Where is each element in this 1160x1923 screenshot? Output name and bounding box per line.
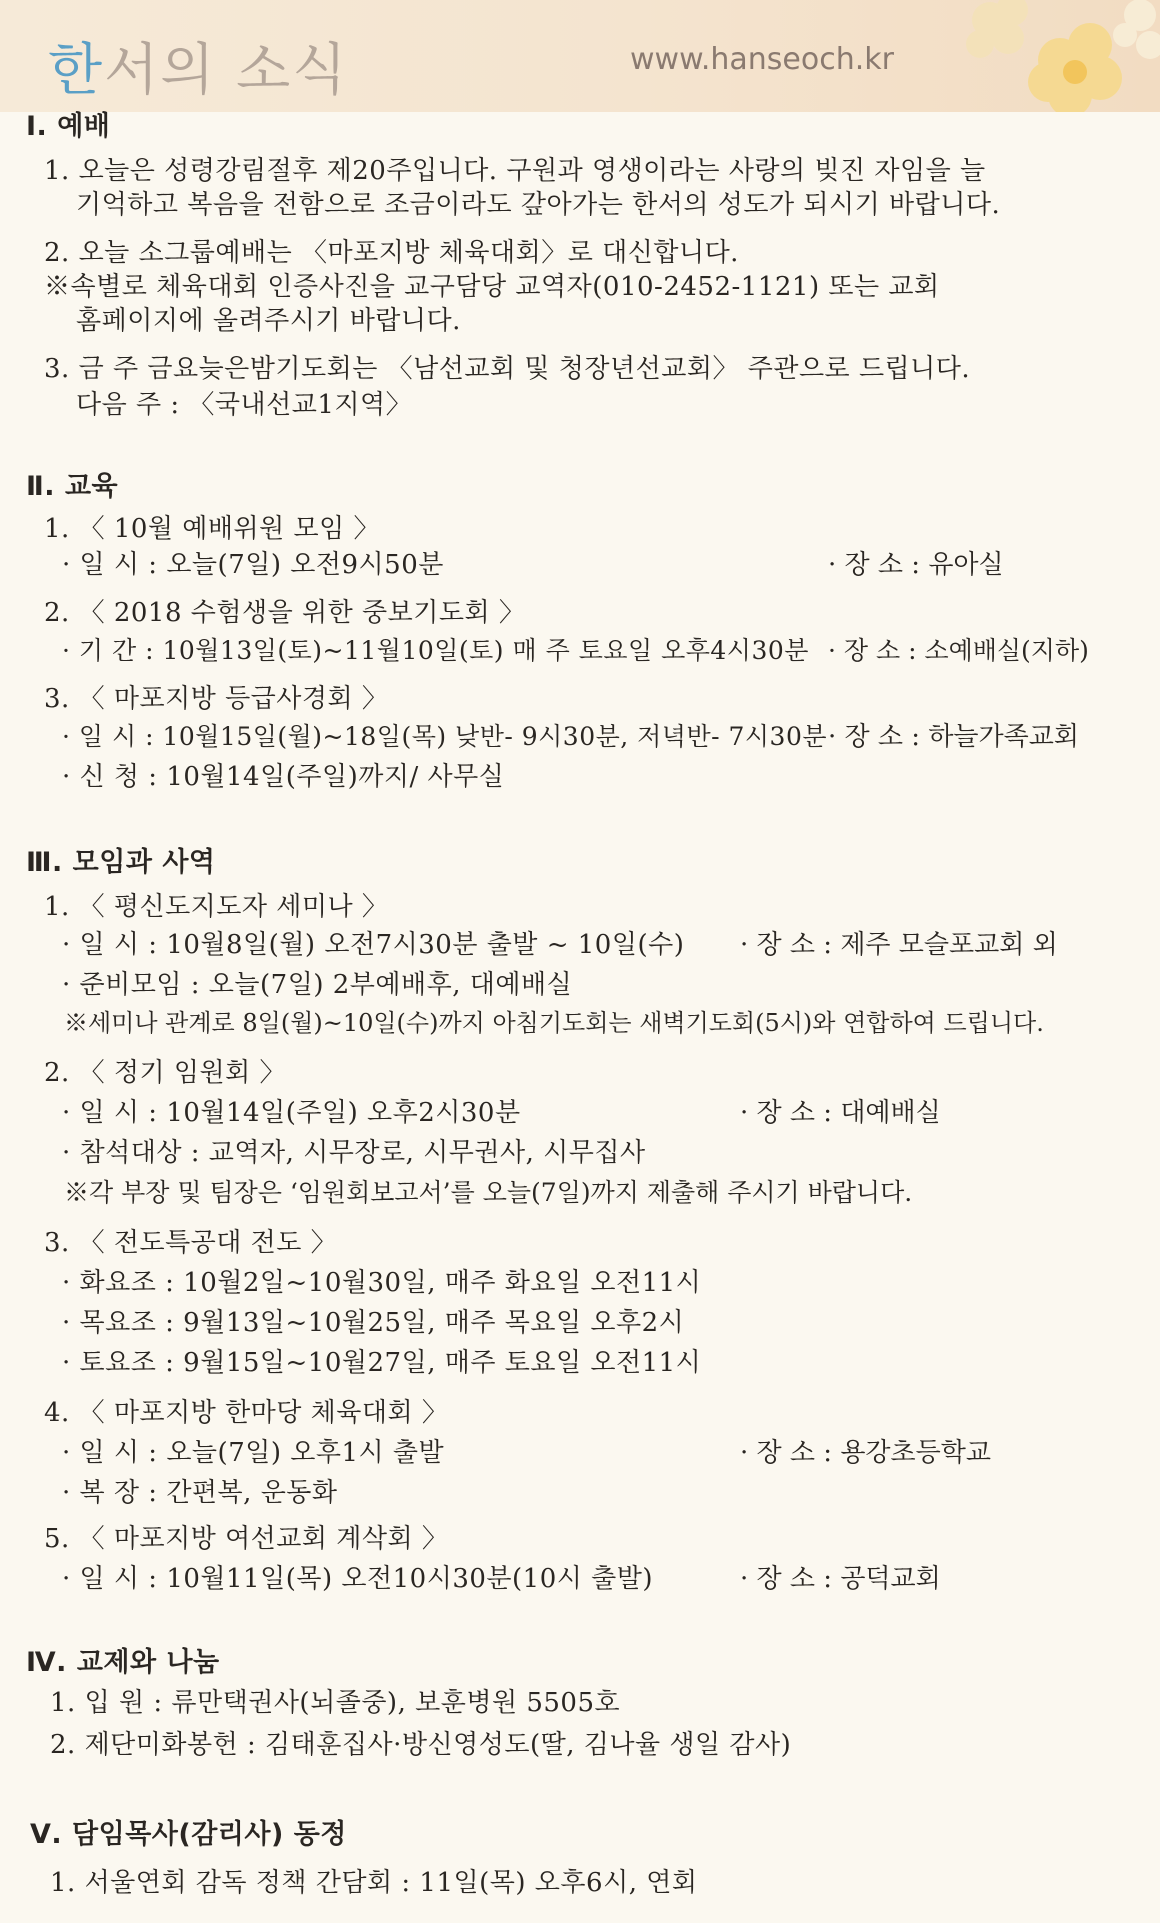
title-first-char: 한 <box>48 38 105 103</box>
s3-item4-title: 4. 〈 마포지방 한마당 체육대회 〉 <box>44 1398 449 1428</box>
s3-item1-note: ※세미나 관계로 8일(월)~10일(수)까지 아침기도회는 새벽기도회(5시)와 연합하여 드립니다. <box>64 1009 1044 1037</box>
s1-item2-note2: 홈페이지에 올려주시기 바랍니다. <box>76 306 461 336</box>
s3-item3-title: 3. 〈 전도특공대 전도 〉 <box>44 1228 338 1258</box>
s2-item3-apply: · 신 청 : 10월14일(주일)까지/ 사무실 <box>62 762 505 792</box>
s3-item2-attend: · 참석대상 : 교역자, 시무장로, 시무권사, 시무집사 <box>62 1138 646 1168</box>
s3-item4-dress: · 복 장 : 간편복, 운동화 <box>62 1478 338 1508</box>
s3-item4-time: · 일 시 : 오늘(7일) 오후1시 출발 <box>62 1438 445 1468</box>
s2-item1-place: · 장 소 : 유아실 <box>828 550 1004 580</box>
website-url[interactable]: www.hanseoch.kr <box>630 42 894 77</box>
section-2-title: Ⅱ. 교육 <box>26 471 119 502</box>
s3-item1-time: · 일 시 : 10월8일(월) 오전7시30분 출발 ~ 10일(수) <box>62 930 685 960</box>
s3-item5-place: · 장 소 : 공덕교회 <box>740 1564 941 1594</box>
s3-item1-place: · 장 소 : 제주 모슬포교회 외 <box>740 930 1058 960</box>
s1-item1-line1: 1. 오늘은 성령강림절후 제20주입니다. 구원과 영생이라는 사랑의 빚진 자임을 늘 <box>44 156 986 186</box>
s4-item2: 2. 제단미화봉헌 : 김태훈집사·방신영성도(딸, 김나율 생일 감사) <box>50 1730 792 1760</box>
s3-item3-thursday: · 목요조 : 9월13일~10월25일, 매주 목요일 오후2시 <box>62 1308 685 1338</box>
s3-item5-title: 5. 〈 마포지방 여선교회 계삭회 〉 <box>44 1524 449 1554</box>
s3-item1-prep: · 준비모임 : 오늘(7일) 2부예배후, 대예배실 <box>62 970 573 1000</box>
s3-item2-time: · 일 시 : 10월14일(주일) 오후2시30분 <box>62 1098 521 1128</box>
s3-item4-place: · 장 소 : 용강초등학교 <box>740 1438 992 1468</box>
s3-item5-time: · 일 시 : 10월11일(목) 오전10시30분(10시 출발) <box>62 1564 653 1594</box>
s1-item3-line2: 다음 주 : 〈국내선교1지역〉 <box>76 390 413 420</box>
s1-item2-note1: ※속별로 체육대회 인증사진을 교구담당 교역자(010-2452-1121) 또는 교회 <box>44 272 940 302</box>
s3-item2-place: · 장 소 : 대예배실 <box>740 1098 941 1128</box>
s1-item3-line1: 3. 금 주 금요늦은밤기도회는 〈남선교회 및 청장년선교회〉 주관으로 드립니다. <box>44 354 971 384</box>
s3-item3-saturday: · 토요조 : 9월15일~10월27일, 매주 토요일 오전11시 <box>62 1348 702 1378</box>
s2-item2-place: · 장 소 : 소예배실(지하) <box>828 636 1089 665</box>
title-rest: 서의 소식 <box>104 38 349 103</box>
s2-item1-time: · 일 시 : 오늘(7일) 오전9시50분 <box>62 550 444 580</box>
s3-item3-tuesday: · 화요조 : 10월2일~10월30일, 매주 화요일 오전11시 <box>62 1268 702 1298</box>
s1-item2-line1: 2. 오늘 소그룹예배는 〈마포지방 체육대회〉로 대신합니다. <box>44 238 739 268</box>
s2-item3-time: · 일 시 : 10월15일(월)~18일(목) 낮반- 9시30분, 저녁반- 7시30분 <box>62 722 828 751</box>
s4-item1: 1. 입 원 : 류만택권사(뇌졸중), 보훈병원 5505호 <box>50 1688 621 1718</box>
section-3-title: Ⅲ. 모임과 사역 <box>26 847 216 878</box>
s3-item2-title: 2. 〈 정기 임원회 〉 <box>44 1058 286 1088</box>
s5-item1: 1. 서울연회 감독 정책 간담회 : 11일(목) 오후6시, 연회 <box>50 1868 698 1898</box>
s2-item1-title: 1. 〈 10월 예배위원 모임 〉 <box>44 514 381 544</box>
s2-item2-title: 2. 〈 2018 수험생을 위한 중보기도회 〉 <box>44 598 526 628</box>
section-4-title: Ⅳ. 교제와 나눔 <box>26 1647 220 1678</box>
s3-item2-note: ※각 부장 및 팀장은 ‘임원회보고서’를 오늘(7일)까지 제출해 주시기 바랍니다. <box>64 1178 913 1207</box>
s2-item2-period: · 기 간 : 10월13일(토)~11월10일(토) 매 주 토요일 오후4시30분 <box>62 636 809 665</box>
s1-item1-line2: 기억하고 복음을 전함으로 조금이라도 갚아가는 한서의 성도가 되시기 바랍니다. <box>76 190 1001 220</box>
s2-item3-place: · 장 소 : 하늘가족교회 <box>828 722 1080 752</box>
s2-item3-title: 3. 〈 마포지방 등급사경회 〉 <box>44 684 389 714</box>
section-1-title: Ⅰ. 예배 <box>26 111 111 142</box>
s3-item1-title: 1. 〈 평신도지도자 세미나 〉 <box>44 892 389 922</box>
section-5-title: Ⅴ. 담임목사(감리사) 동정 <box>30 1819 347 1850</box>
